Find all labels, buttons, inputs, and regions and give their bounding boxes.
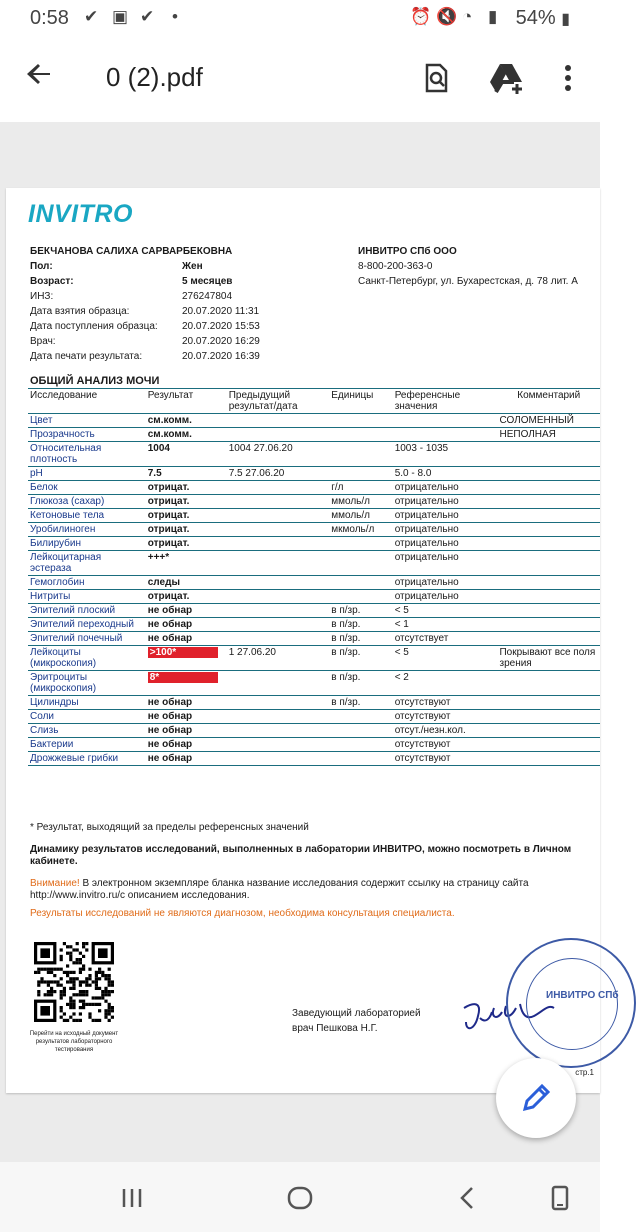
table-row [28,646,600,671]
table-row [28,442,600,467]
table-cell: отсутствуют [393,696,498,710]
table-cell [497,724,600,738]
table-cell [227,618,330,632]
recent-apps-icon[interactable] [112,1178,152,1218]
table-row [28,551,600,576]
search-document-icon[interactable] [416,58,456,98]
table-cell [497,467,600,481]
patient-field-value: Жен [182,261,203,272]
table-cell [497,738,600,752]
attention-note [30,878,590,902]
table-cell [497,537,600,551]
table-cell: отсутствуют [393,738,498,752]
invitro-logo: INVITRO [28,200,133,228]
table-cell: отрицательно [393,523,498,537]
image-icon: ▣ [112,7,129,26]
table-cell [227,590,330,604]
qr-caption: Перейти на исходный документ результатов лабораторного тестирования [29,1031,119,1053]
table-cell [227,724,330,738]
table-cell: отрицат. [146,590,227,604]
site-link[interactable]: http://www.invitro.ru/ [30,890,121,901]
table-cell: 7.5 [146,467,227,481]
table-row [28,467,600,481]
table-cell [227,604,330,618]
status-bar [0,0,600,36]
patient-name: БЕКЧАНОВА САЛИХА САРВАРБЕКОВНА [30,246,233,257]
table-cell[interactable]: Уробилиноген [28,523,146,537]
table-cell [329,442,392,467]
document-title: 0 (2).pdf [106,62,203,92]
table-row [28,671,600,696]
qr-code[interactable] [34,942,114,1022]
table-cell: 1004 27.06.20 [227,442,330,467]
rotate-screen-icon[interactable] [540,1178,580,1218]
battery-icon: ▮ [561,11,570,28]
table-cell [227,428,330,442]
more-options-icon[interactable] [548,58,588,98]
table-cell [227,537,330,551]
table-cell: в п/зр. [329,632,392,646]
patient-field-value: 20.07.2020 11:31 [182,306,260,317]
table-cell [497,523,600,537]
table-cell: 1 27.06.20 [227,646,330,671]
table-row [28,710,600,724]
table-cell [227,671,330,696]
table-row [28,523,600,537]
table-cell [329,590,392,604]
table-cell[interactable]: Нитриты [28,590,146,604]
table-cell: см.комм. [146,428,227,442]
table-cell[interactable]: pH [28,467,146,481]
table-cell: отрицательно [393,509,498,523]
section-title: ОБЩИЙ АНАЛИЗ МОЧИ [30,375,160,387]
signal-icon: ▮ [488,7,498,26]
results-table [28,388,600,766]
table-cell[interactable]: Относительная плотность [28,442,146,467]
table-row [28,414,600,428]
table-header [28,389,600,414]
stamp-inner-ring [526,958,618,1050]
patient-field-label: ИНЗ: [30,291,54,302]
table-cell: отрицательно [393,551,498,576]
table-cell: не обнар [146,604,227,618]
patient-values [182,259,322,364]
wifi-icon: ◔ [462,7,473,26]
attention-label: Внимание! [30,878,80,889]
out-of-range-note: * Результат, выходящий за пределы референсных значений [30,822,309,833]
battery-text: 54% [515,7,556,29]
table-cell: не обнар [146,738,227,752]
table-cell: отрицат. [146,495,227,509]
table-cell[interactable]: Лейкоцитарная эстераза [28,551,146,576]
patient-field-label: Дата поступления образца: [30,321,158,332]
table-cell [497,618,600,632]
status-time: 0:58 [30,7,69,29]
site-suffix: с описанием исследования. [120,890,250,901]
table-cell[interactable]: Гемоглобин [28,576,146,590]
download-done-icon: ✔ [84,7,99,26]
table-cell: не обнар [146,710,227,724]
lab-phone: 8-800-200-363-0 [358,261,433,272]
back-nav-icon[interactable] [448,1178,488,1218]
table-cell: отрицательно [393,481,498,495]
table-cell [329,467,392,481]
patient-field-label: Пол: [30,261,53,272]
table-cell: 7.5 27.06.20 [227,467,330,481]
battery-level [516,7,570,30]
table-row [28,618,600,632]
table-cell [227,710,330,724]
table-cell: 1003 - 1035 [393,442,498,467]
table-cell[interactable]: Эпителий переходный [28,618,146,632]
table-cell [497,509,600,523]
table-cell [146,671,227,696]
table-cell: +++* [146,551,227,576]
table-cell [329,724,392,738]
table-cell: отрицательно [393,495,498,509]
table-cell: не обнар [146,724,227,738]
table-cell: 1004 [146,442,227,467]
head-name: врач Пешкова Н.Г. [292,1023,378,1034]
table-cell[interactable]: Бактерии [28,738,146,752]
download-done-icon-2: ✔ [140,7,155,26]
table-cell [497,604,600,618]
table-cell: отрицательно [393,537,498,551]
alarm-icon: ⏰ [410,7,432,26]
mute-icon: 🔇 [436,7,458,26]
table-cell: мкмоль/л [329,523,392,537]
table-cell [329,738,392,752]
table-cell: в п/зр. [329,604,392,618]
table-cell: в п/зр. [329,618,392,632]
attention-text: В электронном экземпляре бланка название исследования содержит ссылку на страницу сайта [79,878,529,889]
table-cell [227,523,330,537]
table-cell: отсутствуют [393,752,498,766]
pencil-icon [520,1082,552,1114]
back-arrow-icon[interactable] [24,58,64,98]
pdf-page [6,188,619,1093]
table-cell: не обнар [146,752,227,766]
lab-info [358,244,578,289]
patient-field-value: 20.07.2020 15:53 [182,321,260,332]
column-header: Предыдущий результат/дата [227,389,330,414]
lab-name: ИНВИТРО СПб ООО [358,246,457,257]
dynamics-note: Динамику результатов исследований, выполненных в лаборатории ИНВИТРО, можно посмотреть в Личном кабинете. [30,844,572,867]
table-cell: отрицат. [146,523,227,537]
table-cell: отрицательно [393,576,498,590]
table-cell [227,576,330,590]
table-cell: отрицат. [146,481,227,495]
patient-field-label: Возраст: [30,276,74,287]
table-cell [329,752,392,766]
table-cell [227,752,330,766]
table-cell [497,442,600,467]
table-cell [497,671,600,696]
table-cell: < 1 [393,618,498,632]
more-notifications-icon: • [172,7,178,26]
flagged-result: 8* [148,672,218,683]
table-row [28,696,600,710]
table-cell [497,551,600,576]
page-number: стр.1 [575,1068,594,1077]
edit-fab-button[interactable] [496,1058,576,1138]
column-header: Референсные значения [393,389,498,414]
table-cell [497,632,600,646]
table-cell [329,551,392,576]
disclaimer: Результаты исследований не являются диагнозом, необходима консультация специалиста. [30,908,455,919]
table-cell [393,428,498,442]
flagged-result: >100* [148,647,218,658]
table-row [28,604,600,618]
patient-field-value: 5 месяцев [182,276,233,287]
table-cell [227,551,330,576]
home-icon[interactable] [280,1178,320,1218]
patient-field-value: 276247804 [182,291,233,302]
table-cell: не обнар [146,618,227,632]
pdf-viewer[interactable] [0,122,619,1162]
patient-field-value: 20.07.2020 16:29 [182,336,260,347]
lab-head [292,1006,421,1036]
patient-field-label: Дата печати результата: [30,351,143,362]
table-cell: г/л [329,481,392,495]
table-cell: не обнар [146,632,227,646]
table-cell [227,481,330,495]
patient-info [30,244,232,259]
table-cell[interactable]: Белок [28,481,146,495]
table-cell [497,752,600,766]
table-cell[interactable]: Лейкоциты (микроскопия) [28,646,146,671]
table-cell [329,537,392,551]
patient-field-label: Врач: [30,336,56,347]
table-cell [393,414,498,428]
table-cell: < 5 [393,646,498,671]
system-nav-bar [0,1162,600,1232]
table-cell: ммоль/л [329,495,392,509]
table-cell: отрицат. [146,537,227,551]
table-cell [329,428,392,442]
table-cell: 5.0 - 8.0 [393,467,498,481]
table-cell: СОЛОМЕННЫЙ [497,414,600,428]
table-cell [497,710,600,724]
table-cell[interactable]: Эпителий плоский [28,604,146,618]
table-cell[interactable]: Глюкоза (сахар) [28,495,146,509]
table-row [28,509,600,523]
table-cell[interactable]: Цвет [28,414,146,428]
table-cell: < 5 [393,604,498,618]
table-cell [146,646,227,671]
table-cell: отсутствует [393,632,498,646]
table-cell [497,481,600,495]
table-cell[interactable]: Дрожжевые грибки [28,752,146,766]
table-cell[interactable]: Слизь [28,724,146,738]
table-row [28,495,600,509]
table-row [28,576,600,590]
column-header: Единицы [329,389,392,414]
lab-address: Санкт-Петербург, ул. Бухарестская, д. 78 лит. А [358,276,578,287]
add-to-drive-icon[interactable] [486,58,526,98]
table-cell[interactable]: Цилиндры [28,696,146,710]
table-cell[interactable]: Соли [28,710,146,724]
table-cell [227,696,330,710]
column-header: Исследование [28,389,146,414]
table-cell: отрицат. [146,509,227,523]
patient-labels [30,259,190,364]
table-cell [227,414,330,428]
patient-field-value: 20.07.2020 16:39 [182,351,260,362]
column-header: Комментарий [497,389,600,414]
table-cell[interactable]: Кетоновые тела [28,509,146,523]
app-bar [0,36,600,122]
table-row [28,481,600,495]
table-row [28,724,600,738]
table-cell [227,632,330,646]
table-cell [497,696,600,710]
table-cell: НЕПОЛНАЯ [497,428,600,442]
lab-stamp [506,938,636,1068]
table-cell [497,590,600,604]
patient-field-label: Дата взятия образца: [30,306,130,317]
table-cell: в п/зр. [329,696,392,710]
table-cell[interactable]: Билирубин [28,537,146,551]
table-cell: отсут./незн.кол. [393,724,498,738]
table-cell: следы [146,576,227,590]
table-row [28,738,600,752]
table-cell: в п/зр. [329,646,392,671]
table-cell [497,576,600,590]
table-cell: < 2 [393,671,498,696]
table-cell: ммоль/л [329,509,392,523]
table-cell[interactable]: Эпителий почечный [28,632,146,646]
table-cell: отсутствуют [393,710,498,724]
table-cell [227,738,330,752]
table-cell: отрицательно [393,590,498,604]
table-row [28,537,600,551]
table-cell [329,710,392,724]
table-cell [227,509,330,523]
table-cell[interactable]: Эритроциты (микроскопия) [28,671,146,696]
table-cell [227,495,330,509]
table-row [28,632,600,646]
table-cell: в п/зр. [329,671,392,696]
stamp-text: ИНВИТРО СПб [546,990,619,1001]
table-row [28,590,600,604]
table-cell: не обнар [146,696,227,710]
table-row [28,752,600,766]
column-header: Результат [146,389,227,414]
table-cell[interactable]: Прозрачность [28,428,146,442]
table-cell: Покрывают все поля зрения [497,646,600,671]
table-cell: см.комм. [146,414,227,428]
head-title: Заведующий лабораторией [292,1008,421,1019]
table-cell [329,576,392,590]
table-cell [497,495,600,509]
table-row [28,428,600,442]
table-cell [329,414,392,428]
